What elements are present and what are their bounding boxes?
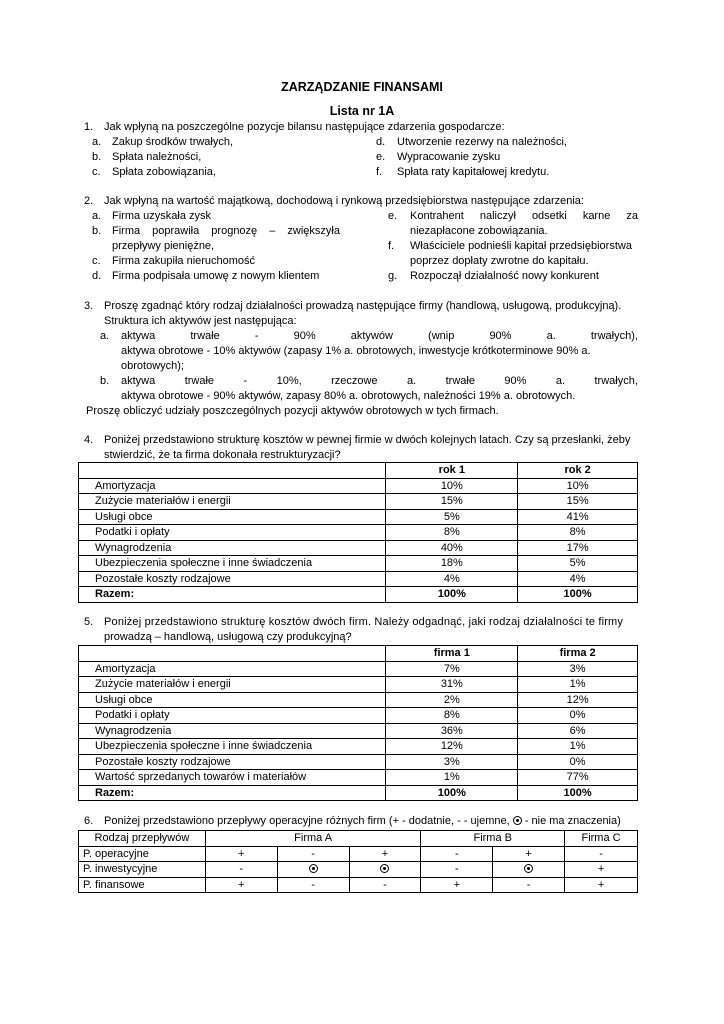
list-marker: a. bbox=[92, 136, 102, 148]
table-row: Usługi obce 2% 12% bbox=[79, 692, 638, 708]
table-header: Firma C bbox=[565, 831, 638, 847]
question-text: Poniżej przedstawiono strukturę kosztów w pewnej firmie w dwóch kolejnych latach. Czy są przesłanki, żeby bbox=[104, 434, 631, 446]
list-marker: e. bbox=[388, 210, 398, 222]
list-item: Firma zakupiła nieruchomość bbox=[112, 255, 256, 267]
question-text: Proszę zgadnąć który rodzaj działalności prowadzą następujące firmy (handlową, usługową, produkcyjną). bbox=[104, 300, 622, 312]
page-subtitle: Lista nr 1A bbox=[329, 104, 395, 118]
list-marker: a. bbox=[92, 210, 102, 222]
table-row: P. inwestycyjne - - + bbox=[79, 862, 638, 878]
table-row: P. finansowe + - - + - + bbox=[79, 877, 638, 893]
list-item-cont: niezapłacone zobowiązania. bbox=[410, 225, 548, 237]
list-marker: g. bbox=[388, 270, 398, 282]
list-marker: f. bbox=[388, 240, 395, 252]
table-row: Usługi obce 5% 41% bbox=[79, 509, 638, 525]
table-header: Firma A bbox=[205, 831, 421, 847]
table-row: P. operacyjne + - + - + - bbox=[79, 846, 638, 862]
table-header: firma 1 bbox=[386, 646, 518, 662]
list-marker: b. bbox=[92, 151, 102, 163]
table-header-row bbox=[79, 463, 638, 479]
table-header: Rodzaj przepływów bbox=[79, 831, 206, 847]
list-marker: d. bbox=[92, 270, 102, 282]
table-row: Pozostałe koszty rodzajowe 3% 0% bbox=[79, 754, 638, 770]
list-item: Utworzenie rezerwy na należności, bbox=[397, 136, 567, 148]
table-header-row bbox=[79, 831, 638, 847]
table-row: Podatki i opłaty 8% 8% bbox=[79, 525, 638, 541]
table-row: Zużycie materiałów i energii 15% 15% bbox=[79, 494, 638, 510]
question-text: Struktura ich aktywów jest następująca: bbox=[104, 315, 297, 327]
list-marker: a. bbox=[100, 330, 110, 342]
circled-dot-cell bbox=[277, 862, 349, 878]
question-text: prowadzą – handlową, usługową czy produkcyjną? bbox=[104, 631, 352, 643]
list-marker: d. bbox=[376, 136, 386, 148]
list-item-cont: aktywa obrotowe - 10% aktywów (zapasy 1% a. obrotowych, inwestycje krótkoterminowe 90% a. bbox=[121, 345, 591, 357]
list-item-cont: obrotowych); bbox=[121, 360, 184, 372]
question-text: Poniżej przedstawiono strukturę kosztów dwóch firm. Należy odgadnąć, jaki rodzaj działalności te firmy bbox=[104, 616, 624, 628]
list-item: Kontrahent naliczył odsetki karne za bbox=[410, 210, 638, 222]
circled-dot-icon bbox=[380, 864, 389, 873]
list-item: aktywa trwałe - 10%, rzeczowe a. trwałe 90% a. trwałych, bbox=[121, 375, 638, 387]
list-item: Wypracowanie zysku bbox=[397, 151, 501, 163]
circled-dot-cell bbox=[349, 862, 421, 878]
table-header bbox=[79, 646, 386, 662]
circled-dot-icon bbox=[309, 864, 318, 873]
list-item: aktywa trwałe - 90% aktywów (wnip 90% a. trwałych), bbox=[121, 330, 638, 342]
circled-dot-icon bbox=[513, 816, 522, 825]
table-row: Ubezpieczenia społeczne i inne świadczenia 18% 5% bbox=[79, 556, 638, 572]
list-item: Rozpoczął działalność nowy konkurent bbox=[410, 270, 599, 282]
list-item: Spłata zobowiązania, bbox=[112, 166, 216, 178]
cashflow-table bbox=[78, 830, 638, 893]
list-item-cont: przepływy pieniężne, bbox=[112, 240, 215, 252]
cost-table-years bbox=[78, 462, 638, 603]
question-text: Jak wpłyną na poszczególne pozycje bilansu następujące zdarzenia gospodarcze: bbox=[104, 121, 505, 133]
table-row: Zużycie materiałów i energii 31% 1% bbox=[79, 677, 638, 693]
question-text: Proszę obliczyć udziały poszczególnych pozycji aktywów obrotowych w tych firmach. bbox=[86, 405, 499, 417]
cost-table-firms bbox=[78, 645, 638, 801]
table-header: rok 1 bbox=[386, 463, 518, 479]
question-number: 5. bbox=[84, 616, 94, 628]
table-header: rok 2 bbox=[518, 463, 638, 479]
table-row: Wynagrodzenia 40% 17% bbox=[79, 540, 638, 556]
list-item: Firma poprawiła prognozę – zwiększyła bbox=[112, 225, 340, 237]
list-item: Spłata raty kapitałowej kredytu. bbox=[397, 166, 550, 178]
table-row: Wynagrodzenia 36% 6% bbox=[79, 723, 638, 739]
table-row: Amortyzacja 10% 10% bbox=[79, 478, 638, 494]
list-item-cont: aktywa obrotowe - 90% aktywów, zapasy 80% a. obrotowych, należności 19% a. obrotowych. bbox=[121, 390, 576, 402]
circled-dot-icon bbox=[524, 864, 533, 873]
list-marker: f. bbox=[376, 166, 383, 178]
table-row: Amortyzacja 7% 3% bbox=[79, 661, 638, 677]
table-row: Pozostałe koszty rodzajowe 4% 4% bbox=[79, 571, 638, 587]
list-marker: c. bbox=[92, 255, 101, 267]
question-number: 3. bbox=[84, 300, 94, 312]
question-number: 1. bbox=[84, 121, 94, 133]
list-marker: e. bbox=[376, 151, 386, 163]
list-marker: b. bbox=[92, 225, 102, 237]
list-marker: c. bbox=[92, 166, 101, 178]
table-header-row bbox=[79, 646, 638, 662]
list-item: Spłata należności, bbox=[112, 151, 202, 163]
list-item: Zakup środków trwałych, bbox=[112, 136, 234, 148]
list-item: Właściciele podnieśli kapitał przedsiębiorstwa bbox=[410, 240, 632, 252]
circled-dot-cell bbox=[493, 862, 565, 878]
table-row: Wartość sprzedanych towarów i materiałów 1% 77% bbox=[79, 770, 638, 786]
table-header: Firma B bbox=[421, 831, 565, 847]
page-title: ZARZĄDZANIE FINANSAMI bbox=[281, 80, 443, 94]
table-total-row: Razem: 100% 100% bbox=[79, 785, 638, 801]
table-row: Ubezpieczenia społeczne i inne świadczenia 12% 1% bbox=[79, 739, 638, 755]
table-header bbox=[79, 463, 386, 479]
question-text: stwierdzić, że ta firma dokonała restrukturyzacji? bbox=[104, 449, 341, 461]
table-total-row: Razem: 100% 100% bbox=[79, 587, 638, 603]
list-item-cont: poprzez dopłaty zwrotne do kapitału. bbox=[410, 255, 589, 267]
table-row: Podatki i opłaty 8% 0% bbox=[79, 708, 638, 724]
list-item: Firma uzyskała zysk bbox=[112, 210, 212, 222]
list-item: Firma podpisała umowę z nowym klientem bbox=[112, 270, 320, 282]
table-header: firma 2 bbox=[518, 646, 638, 662]
question-text: Poniżej przedstawiono przepływy operacyjne różnych firm (+ - dodatnie, - - ujemne, - nie ma znaczenia) bbox=[104, 815, 621, 827]
question-number: 6. bbox=[84, 815, 94, 827]
question-text: Jak wpłyną na wartość majątkową, dochodową i rynkową przedsiębiorstwa następujące zdarzenia: bbox=[104, 195, 584, 207]
list-marker: b. bbox=[100, 375, 110, 387]
question-number: 2. bbox=[84, 195, 94, 207]
question-number: 4. bbox=[84, 434, 94, 446]
